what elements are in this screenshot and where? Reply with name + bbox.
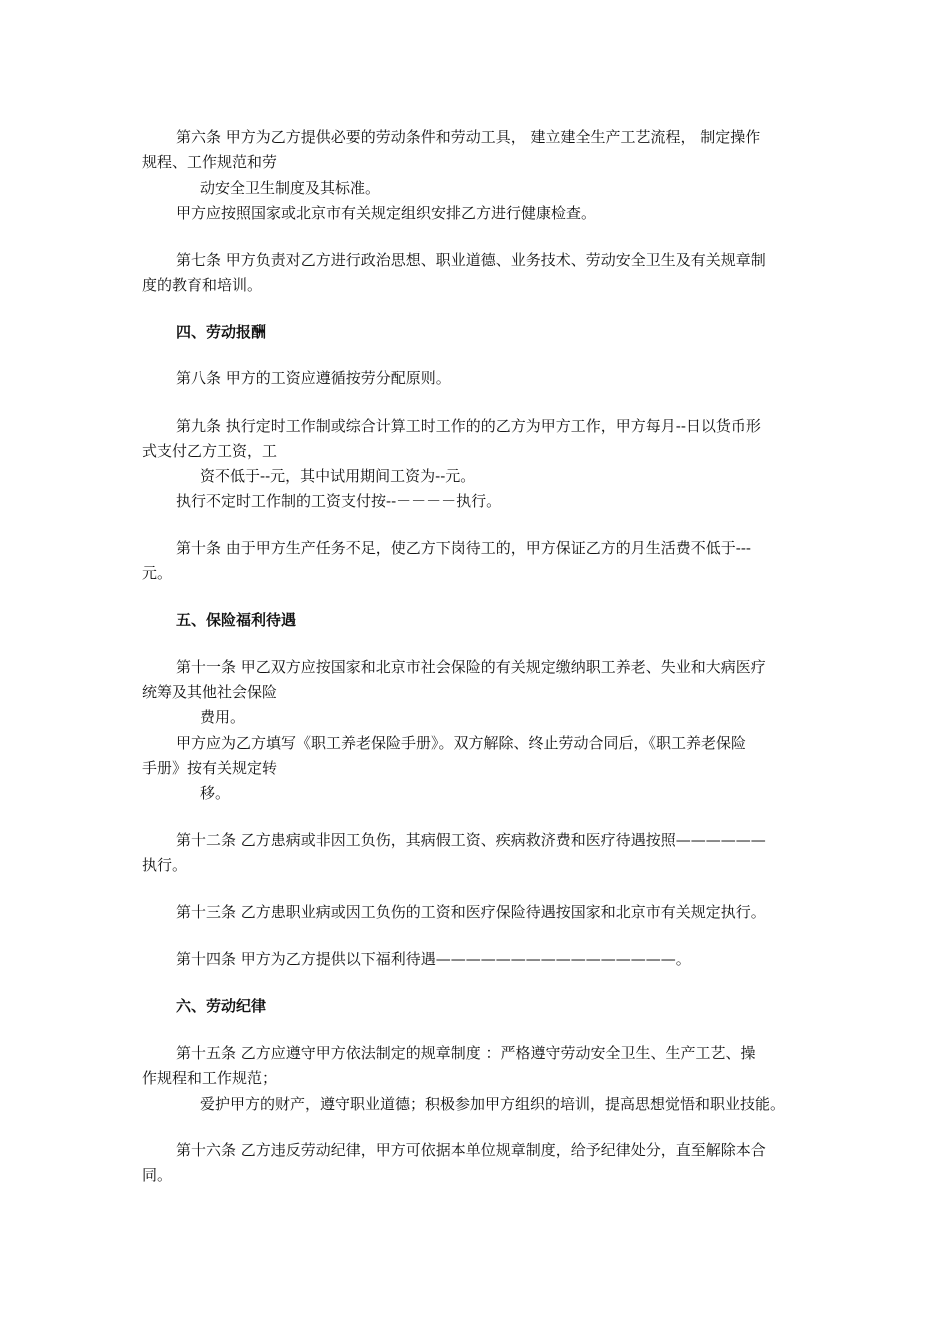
article-14-line-1: 第十四条 甲方为乙方提供以下福利待遇————————————————。	[176, 950, 691, 968]
article-7-line-2: 度的教育和培训。	[142, 276, 263, 294]
article-15-line-1: 第十五条 乙方应遵守甲方依法制定的规章制度 ：严格遵守劳动安全卫生、生产工艺、操	[176, 1044, 756, 1062]
article-9-line-1: 第九条 执行定时工作制或综合计算工时工作的的乙方为甲方工作，甲方每月--日以货币形	[176, 417, 761, 435]
article-12-line-1: 第十二条 乙方患病或非因工负伤，其病假工资、疾病救济费和医疗待遇按照——————	[176, 831, 766, 849]
article-9-line-4: 执行不定时工作制的工资支付按--－－－－执行。	[176, 492, 502, 510]
section-6-heading: 六、劳动纪律	[176, 997, 267, 1015]
article-9-line-3: 资不低于--元，其中试用期间工资为--元。	[200, 467, 476, 485]
article-7-line-1: 第七条 甲方负责对乙方进行政治思想、职业道德、业务技术、劳动安全卫生及有关规章制	[176, 251, 766, 269]
section-4-heading: 四、劳动报酬	[176, 323, 267, 341]
article-6-line-1: 第六条 甲方为乙方提供必要的劳动条件和劳动工具， 建立建全生产工艺流程， 制定操作	[176, 128, 761, 146]
article-15-line-2: 作规程和工作规范；	[142, 1069, 278, 1087]
section-5-heading: 五、保险福利待遇	[176, 611, 297, 629]
article-8-line-1: 第八条 甲方的工资应遵循按劳分配原则。	[176, 369, 451, 387]
article-11-line-4: 甲方应为乙方填写《职工养老保险手册》。双方解除、终止劳动合同后，《职工养老保险	[176, 734, 747, 752]
article-6-line-2: 规程、工作规范和劳	[142, 153, 278, 171]
article-10-line-1: 第十条 由于甲方生产任务不足，使乙方下岗待工的，甲方保证乙方的月生活费不低于---	[176, 539, 751, 557]
article-6-line-3: 动安全卫生制度及其标准。	[200, 179, 381, 197]
article-11-line-3: 费用。	[200, 708, 246, 726]
article-13-line-1: 第十三条 乙方患职业病或因工负伤的工资和医疗保险待遇按国家和北京市有关规定执行。	[176, 903, 766, 921]
article-11-line-1: 第十一条 甲乙双方应按国家和北京市社会保险的有关规定缴纳职工养老、失业和大病医疗	[176, 658, 766, 676]
article-15-line-3: 爱护甲方的财产，遵守职业道德；积极参加甲方组织的培训，提高思想觉悟和职业技能。	[200, 1095, 786, 1113]
article-11-line-2: 统筹及其他社会保险	[142, 683, 278, 701]
article-11-line-6: 移。	[200, 784, 231, 802]
article-10-line-2: 元。	[142, 564, 173, 582]
article-6-line-4: 甲方应按照国家或北京市有关规定组织安排乙方进行健康检查。	[176, 204, 597, 222]
article-11-line-5: 手册》按有关规定转	[142, 759, 278, 777]
article-9-line-2: 式支付乙方工资，工	[142, 442, 278, 460]
article-12-line-2: 执行。	[142, 856, 188, 874]
article-16-line-2: 同。	[142, 1166, 173, 1184]
article-16-line-1: 第十六条 乙方违反劳动纪律，甲方可依据本单位规章制度，给予纪律处分，直至解除本合	[176, 1141, 766, 1159]
